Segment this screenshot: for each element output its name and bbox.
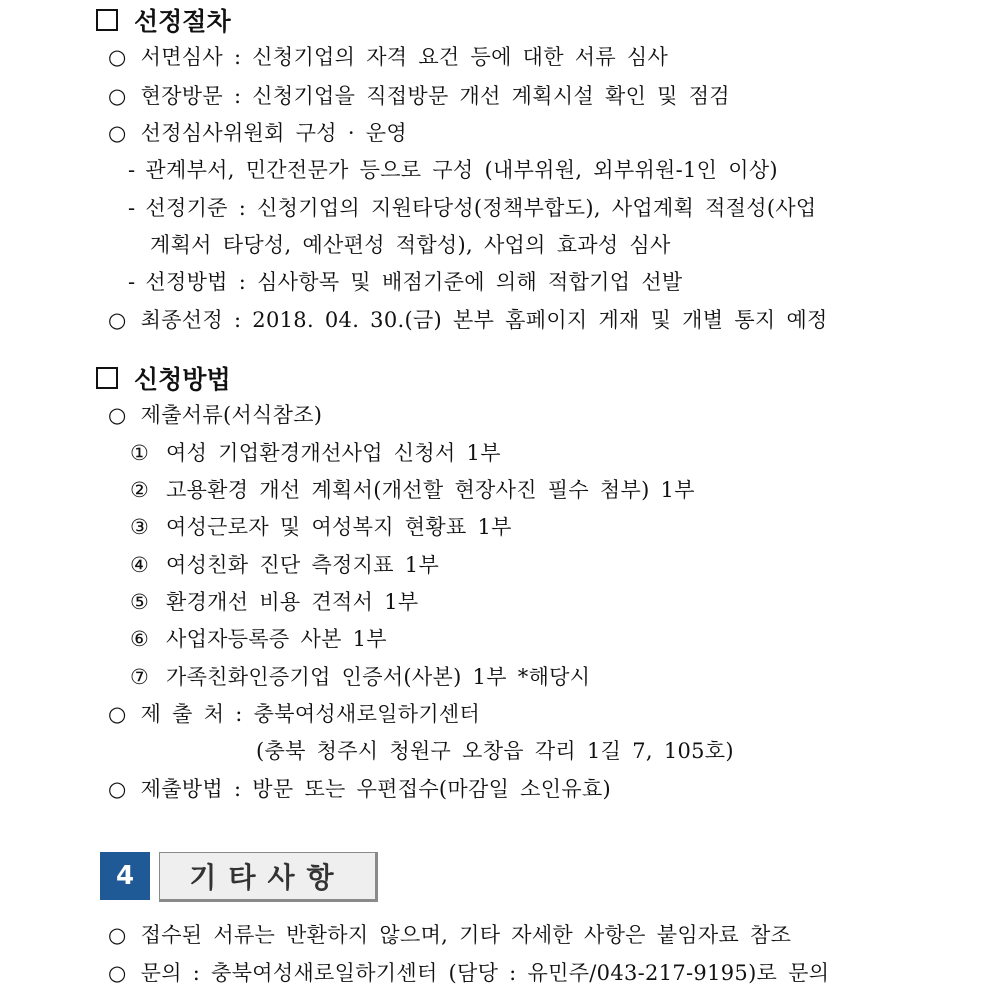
list-item: ○ 서면심사 : 신청기업의 자격 요건 등에 대한 서류 심사 — [108, 42, 668, 72]
list-item: ○ 문의 : 충북여성새로일하기센터 (담당 : 유민주/043-217-9195)로 문의 — [108, 958, 829, 988]
document-item: ③ 여성근로자 및 여성복지 현황표 1부 — [130, 512, 512, 542]
section-title: 선정절차 — [134, 7, 231, 36]
circled-number: ② — [130, 478, 150, 502]
dash-bullet: - — [128, 270, 136, 294]
sub-list-item: - 선정방법 : 심사항목 및 배점기준에 의해 적합기업 선발 — [128, 267, 683, 297]
section-title-box: 기타사항 — [159, 852, 378, 902]
circled-number: ① — [130, 441, 150, 465]
list-item: ○ 최종선정 : 2018. 04. 30.(금) 본부 홈페이지 게재 및 개별 통지 예정 — [108, 305, 828, 335]
sub-list-item-continued: 계획서 타당성, 예산편성 적합성), 사업의 효과성 심사 — [150, 233, 671, 257]
checkbox-square-icon — [96, 9, 118, 31]
document-item: ⑦ 가족친화인증기업 인증서(사본) 1부 *해당시 — [130, 662, 590, 692]
document-item: ④ 여성친화 진단 측정지표 1부 — [130, 550, 439, 580]
list-item: ○ 제출방법 : 방문 또는 우편접수(마감일 소인유효) — [108, 774, 611, 804]
section-number-badge: 4 — [100, 852, 150, 900]
list-item: ○ 선정심사위원회 구성 · 운영 — [108, 118, 407, 148]
circle-bullet-icon: ○ — [108, 777, 127, 801]
circle-bullet-icon: ○ — [108, 45, 127, 69]
list-item: ○ 접수된 서류는 반환하지 않으며, 기타 자세한 사항은 붙임자료 참조 — [108, 920, 791, 950]
document-item: ② 고용환경 개선 계획서(개선할 현장사진 필수 첨부) 1부 — [130, 475, 695, 505]
document-item: ⑤ 환경개선 비용 견적서 1부 — [130, 587, 418, 617]
dash-bullet: - — [128, 196, 136, 220]
list-item: ○ 현장방문 : 신청기업을 직접방문 개선 계획시설 확인 및 점검 — [108, 81, 730, 111]
circle-bullet-icon: ○ — [108, 923, 127, 947]
circle-bullet-icon: ○ — [108, 84, 127, 108]
checkbox-square-icon — [96, 367, 118, 389]
circled-number: ④ — [130, 553, 150, 577]
document-item: ⑥ 사업자등록증 사본 1부 — [130, 624, 387, 654]
circle-bullet-icon: ○ — [108, 121, 127, 145]
circle-bullet-icon: ○ — [108, 308, 127, 332]
circle-bullet-icon: ○ — [108, 403, 127, 427]
document-item: ① 여성 기업환경개선사업 신청서 1부 — [130, 438, 501, 468]
section-heading-apply — [96, 360, 231, 396]
circled-number: ⑦ — [130, 665, 150, 689]
list-item: ○ 제출서류(서식참조) — [108, 400, 322, 430]
section-heading-selection — [96, 2, 231, 38]
dash-bullet: - — [128, 158, 136, 182]
sub-list-item: - 선정기준 : 신청기업의 지원타당성(정책부합도), 사업계획 적절성(사업 — [128, 193, 817, 223]
address-line: (충북 청주시 청원구 오창읍 각리 1길 7, 105호) — [256, 739, 734, 763]
circled-number: ⑤ — [130, 590, 150, 614]
list-item: ○ 제 출 처 : 충북여성새로일하기센터 — [108, 699, 480, 729]
circled-number: ⑥ — [130, 627, 150, 651]
circled-number: ③ — [130, 515, 150, 539]
circle-bullet-icon: ○ — [108, 702, 127, 726]
circle-bullet-icon: ○ — [108, 961, 127, 985]
section-title: 신청방법 — [134, 365, 231, 394]
sub-list-item: - 관계부서, 민간전문가 등으로 구성 (내부위원, 외부위원-1인 이상) — [128, 155, 778, 185]
